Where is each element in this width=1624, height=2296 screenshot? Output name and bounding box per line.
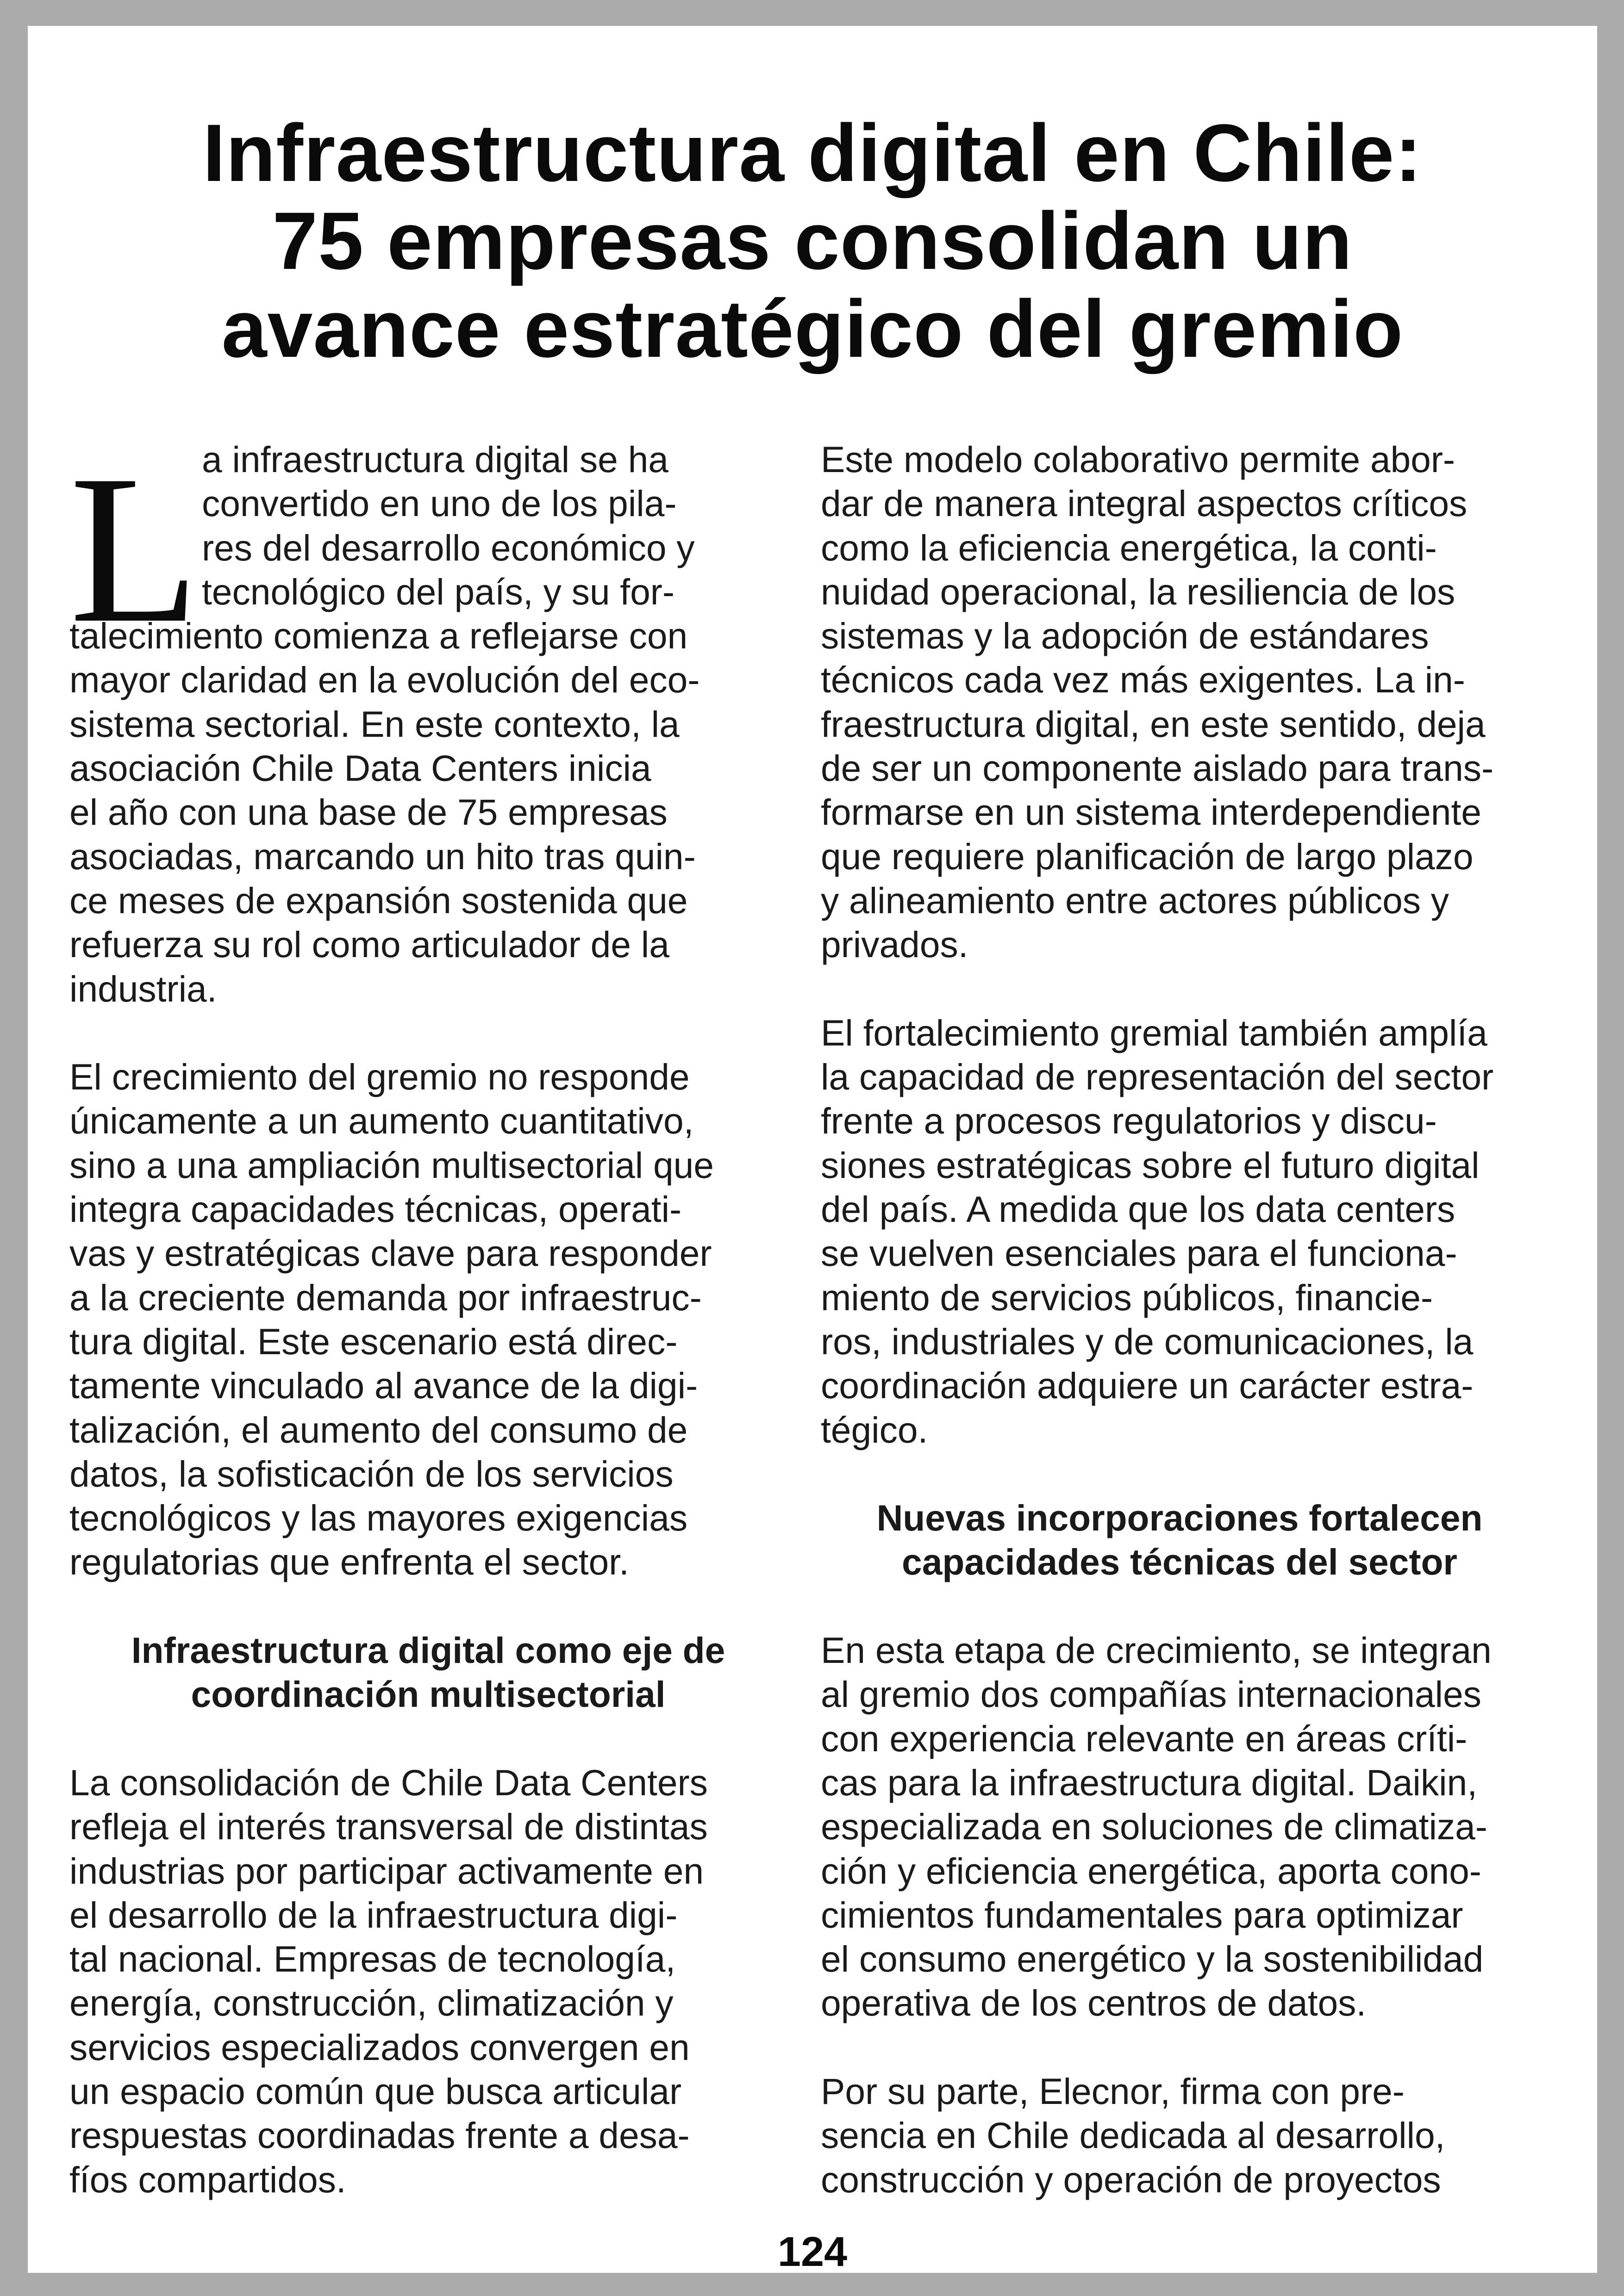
text-line: refuerza su rol como articulador de la (69, 924, 669, 965)
text-line: refleja el interés transversal de distintas (69, 1806, 708, 1848)
text-line: fíos compartidos. (69, 2159, 346, 2200)
text-line: servicios especializados convergen en (69, 2027, 690, 2068)
text-line: operativa de los centros de datos. (821, 1983, 1367, 2024)
title-line: avance estratégico del gremio (221, 284, 1404, 374)
text-line: res del desarrollo económico y (202, 527, 695, 568)
text-line: En esta etapa de crecimiento, se integran (821, 1630, 1492, 1671)
text-line: tégico. (821, 1409, 928, 1450)
text-line: siones estratégicas sobre el futuro digital (821, 1145, 1480, 1186)
text-line: ros, industriales y de comunicaciones, la (821, 1321, 1474, 1362)
paragraph-gap (69, 1011, 787, 1055)
text-line: mayor claridad en la evolución del eco- (69, 660, 700, 701)
text-line: miento de servicios públicos, financie- (821, 1277, 1433, 1318)
text-line: convertido en uno de los pila- (202, 483, 677, 524)
text-line: que requiere planificación de largo plazo (821, 836, 1474, 877)
heading-line: capacidades técnicas del sector (902, 1542, 1457, 1583)
text-line: con experiencia relevante en áreas críti- (821, 1718, 1468, 1759)
paragraph-growth (69, 1055, 787, 1585)
text-line: sencia en Chile dedicada al desarrollo, (821, 2115, 1445, 2156)
text-line: asociadas, marcando un hito tras quin- (69, 836, 696, 877)
text-line: tura digital. Este escenario está direc- (69, 1321, 678, 1362)
text-line: talecimiento comienza a reflejarse con (69, 616, 688, 657)
text-line: al gremio dos compañías internacionales (821, 1674, 1481, 1715)
text-line: sino a una ampliación multisectorial que (69, 1145, 714, 1186)
section-heading (69, 1629, 787, 1717)
paragraph-gap (821, 1585, 1538, 1629)
text-line: la capacidad de representación del sector (821, 1057, 1494, 1098)
page-number: 124 (777, 2229, 848, 2273)
text-line: privados. (821, 924, 968, 965)
text-line: el año con una base de 75 empresas (69, 792, 668, 833)
text-line: sistemas y la adopción de estándares (821, 616, 1429, 657)
text-line: La consolidación de Chile Data Centers (69, 1762, 708, 1803)
text-line: de ser un componente aislado para trans- (821, 748, 1494, 789)
heading-line: Nuevas incorporaciones fortalecen (876, 1498, 1483, 1539)
text-line: se vuelven esenciales para el funciona- (821, 1233, 1457, 1274)
text-line: integra capacidades técnicas, operati- (69, 1189, 682, 1230)
paragraph-gap (821, 1452, 1538, 1496)
text-line: energía, construcción, climatización y (69, 1983, 674, 2024)
text-line: industria. (69, 968, 217, 1009)
text-line: sistema sectorial. En este contexto, la (69, 703, 680, 745)
text-line: ce meses de expansión sostenida que (69, 880, 688, 921)
text-line: a la creciente demanda por infraestruc- (69, 1277, 702, 1318)
title-line: 75 empresas consolidan un (272, 196, 1353, 286)
drop-cap: L (69, 431, 200, 667)
paragraph-gap (69, 1717, 787, 1761)
text-line: frente a procesos regulatorios y discu- (821, 1101, 1437, 1142)
paragraph-gap (69, 1585, 787, 1629)
text-line: Por su parte, Elecnor, firma con pre- (821, 2071, 1405, 2112)
text-line: especializada en soluciones de climatiza- (821, 1806, 1487, 1848)
paragraph-representation (821, 1011, 1538, 1452)
magazine-page (28, 26, 1597, 2273)
section-heading (821, 1496, 1538, 1585)
paragraph-intro-dropcap (69, 438, 787, 614)
paragraph-gap (821, 2026, 1538, 2070)
text-line: cimientos fundamentales para optimizar (821, 1894, 1463, 1935)
title-line: Infraestructura digital en Chile: (202, 108, 1423, 199)
paragraph-gap (821, 967, 1538, 1011)
text-line: como la eficiencia energética, la conti- (821, 527, 1437, 568)
text-line: cas para la infraestructura digital. Daikin, (821, 1762, 1478, 1803)
text-line: ción y eficiencia energética, aporta cono- (821, 1850, 1481, 1892)
text-line: Este modelo colaborativo permite abor- (821, 439, 1455, 480)
text-line: dar de manera integral aspectos críticos (821, 483, 1468, 524)
text-line: El crecimiento del gremio no responde (69, 1057, 690, 1098)
text-line: asociación Chile Data Centers inicia (69, 748, 651, 789)
text-line: tamente vinculado al avance de la digi- (69, 1365, 698, 1406)
text-line: y alineamiento entre actores públicos y (821, 880, 1449, 921)
paragraph-collaborative-model (821, 438, 1538, 967)
text-line: respuestas coordinadas frente a desa- (69, 2115, 690, 2156)
left-column (69, 431, 787, 2202)
text-line: construcción y operación de proyectos (821, 2159, 1441, 2200)
text-line: del país. A medida que los data centers (821, 1189, 1455, 1230)
text-line: tal nacional. Empresas de tecnología, (69, 1939, 676, 1980)
text-line: datos, la sofisticación de los servicios (69, 1453, 674, 1494)
text-line: el consumo energético y la sostenibilidad (821, 1939, 1484, 1980)
text-line: talización, el aumento del consumo de (69, 1409, 688, 1450)
text-line: regulatorias que enfrenta el sector. (69, 1542, 629, 1583)
text-line: tecnológicos y las mayores exigencias (69, 1498, 688, 1539)
text-line: técnicos cada vez más exigentes. La in- (821, 660, 1465, 701)
text-line: únicamente a un aumento cuantitativo, (69, 1101, 694, 1142)
text-line: nuidad operacional, la resiliencia de los (821, 571, 1455, 612)
article-title (28, 109, 1597, 373)
text-line: un espacio común que busca articular (69, 2071, 682, 2112)
heading-line: Infraestructura digital como eje de (131, 1630, 725, 1671)
text-line: el desarrollo de la infraestructura digi- (69, 1894, 678, 1935)
text-line: industrias por participar activamente en (69, 1850, 704, 1892)
text-line: a infraestructura digital se ha (202, 439, 668, 480)
paragraph-intro (69, 614, 787, 1011)
text-line: coordinación adquiere un carácter estra- (821, 1365, 1474, 1406)
paragraph-elecnor (821, 2070, 1538, 2202)
text-line: vas y estratégicas clave para responder (69, 1233, 712, 1274)
paragraph-new-members (821, 1629, 1538, 2026)
text-line: fraestructura digital, en este sentido, deja (821, 703, 1486, 745)
text-line: formarse en un sistema interdependiente (821, 792, 1481, 833)
heading-line: coordinación multisectorial (191, 1674, 666, 1715)
text-line: tecnológico del país, y su for- (202, 571, 675, 612)
text-line: El fortalecimiento gremial también amplía (821, 1012, 1487, 1053)
right-column (821, 438, 1538, 2202)
paragraph-consolidation (69, 1761, 787, 2202)
